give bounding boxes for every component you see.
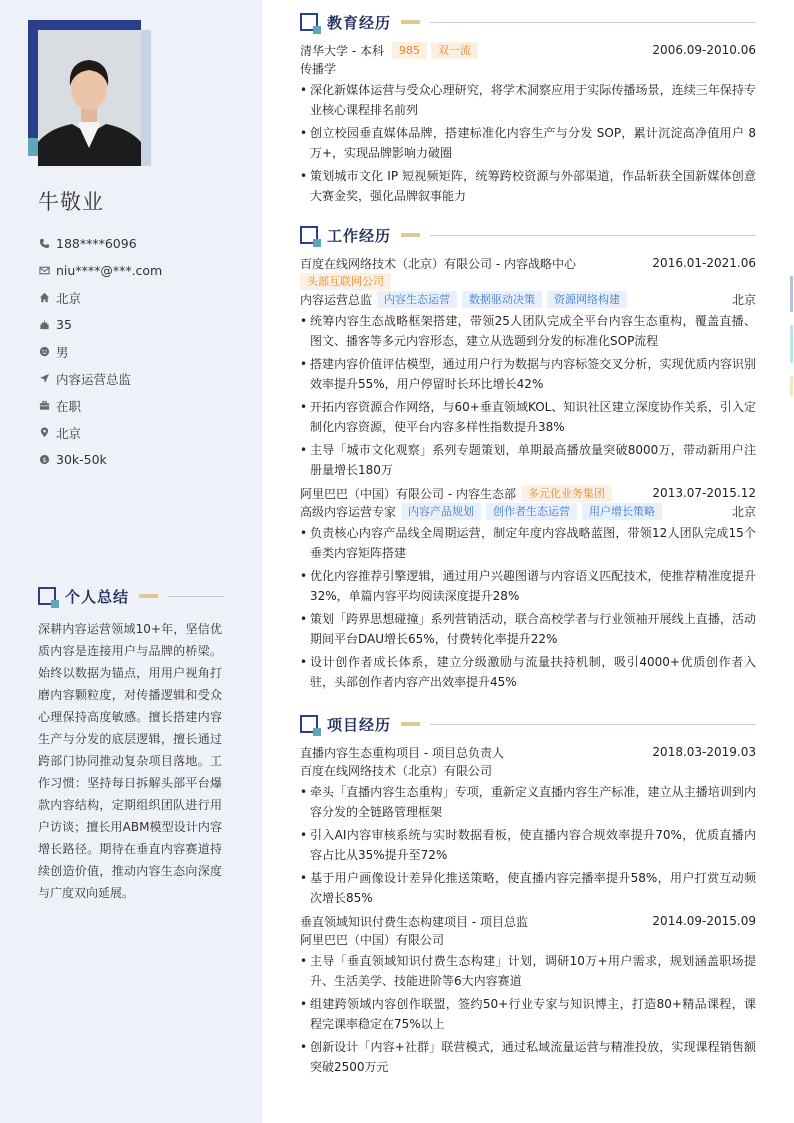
project-period: 2014.09-2015.09 [652,914,756,928]
work-title: 工作经历 [327,226,392,245]
job-city: 北京 [731,292,756,307]
projects-heading [300,714,756,734]
skill-tag: 用户增长策略 [582,503,662,520]
location-icon [38,427,50,439]
briefcase-icon [38,400,50,412]
contact-info-list [38,230,162,473]
salary-icon [38,454,50,466]
project-period: 2018.03-2019.03 [652,745,756,759]
skill-tag: 创作者生态运营 [486,503,577,520]
list-item: • 牵头「直播内容生态重构」专项，重新定义直播内容生产标准，建立从主播培训到内容分发的全链路管理框架 [300,782,756,822]
summary-section [38,586,224,904]
education-title: 教育经历 [327,13,392,32]
location-text: 北京 [56,425,82,441]
job-entry [300,254,756,480]
candidate-name: 牛敬业 [38,190,104,214]
list-item: • 统筹内容生态战略框架搭建，带领25人团队完成全平台内容生态重构，覆盖直播、图文、播客等多元内容形态，建立从选题到分发的标准化SOP流程 [300,311,756,351]
profile-photo [28,20,152,166]
section-dash [139,594,158,598]
home-icon [38,292,50,304]
work-section [300,225,756,692]
list-item: • 创立校园垂直媒体品牌，搭建标准化内容生产与分发 SOP，累计沉淀高净值用户 8 万+，实现品牌影响力破圈 [300,123,756,163]
project-company-row [300,930,756,948]
list-item: • 基于用户画像设计差异化推送策略，使直播内容完播率提升58%，用户打赏互动频次增长85% [300,868,756,908]
list-item: • 创新设计「内容+社群」联营模式，通过私域流量运营与精准投放，实现课程销售额突破2500万元 [300,1037,756,1077]
list-item: • 主导「城市文化观察」系列专题策划，单期最高播放量突破8000万，带动新用户注册量增长180万 [300,440,756,480]
school-tag: 双一流 [431,42,478,59]
job-entry [300,484,756,692]
list-item: • 组建跨领域内容创作联盟，签约50+行业专家与知识博主，打造80+精品课程，课程完课率稳定在75%以上 [300,994,756,1034]
sidebar [0,0,262,1123]
job-position: 内容运营总监 [300,292,373,307]
job-city: 北京 [731,504,756,519]
job-bullets [300,311,756,480]
education-header [300,41,756,59]
edge-mark [790,325,793,363]
home-text: 北京 [56,290,82,306]
project-company: 百度在线网络技术（北京）有限公司 [300,763,493,778]
email-icon [38,265,50,277]
project-name: 垂直领域知识付费生态构建项目 - 项目总监 [300,914,528,929]
list-item: • 主导「垂直领域知识付费生态构建」计划，调研10万+用户需求，规划涵盖职场提升、生活美学、技能进阶等6大内容赛道 [300,951,756,991]
section-divider [430,235,756,236]
job-period: 2013.07-2015.12 [652,486,756,500]
project-header [300,743,756,761]
info-phone [38,230,162,257]
project-company-row [300,761,756,779]
job-org-row [300,272,756,290]
project-entry [300,743,756,908]
section-divider [430,724,756,725]
job-position-row [300,290,756,308]
svg-text:$: $ [41,455,47,464]
job-position-row [300,502,756,520]
avatar [38,30,151,166]
list-item: • 引入AI内容审核系统与实时数据看板，使直播内容合规效率提升70%，优质直播内容占比从35%提升至72% [300,825,756,865]
project-bullets [300,951,756,1077]
section-square-icon [300,226,318,244]
info-salary [38,446,162,473]
section-divider [430,22,756,23]
list-item: • 负责核心内容产品线全周期运营，制定年度内容战略蓝图，带领12人团队完成15个垂类内容矩阵搭建 [300,523,756,563]
skill-tag: 内容产品规划 [401,503,481,520]
edge-mark [790,276,793,312]
info-home [38,284,162,311]
info-position [38,365,162,392]
job-header [300,254,756,272]
list-item: • 开拓内容资源合作网络，与60+垂直领域KOL、知识社区建立深度协作关系，引入定制化内容资源，使平台内容多样性指数提升38% [300,397,756,437]
list-item: • 策划「跨界思想碰撞」系列营销活动，联合高校学者与行业领袖开展线上直播，活动期间平台DAU增长65%，付费转化率提升22% [300,609,756,649]
project-company: 阿里巴巴（中国）有限公司 [300,932,445,947]
summary-title: 个人总结 [65,587,130,606]
info-age [38,311,162,338]
school-tag: 985 [392,42,427,59]
project-name: 直播内容生态重构项目 - 项目总负责人 [300,745,504,760]
section-dash [401,20,420,24]
phone-icon [38,238,50,250]
gender-icon [38,346,50,358]
send-icon [38,373,50,385]
project-bullets [300,782,756,908]
education-bullets [300,80,756,206]
section-divider [168,596,224,597]
job-company: 阿里巴巴（中国）有限公司 - 内容生态部 [300,486,516,501]
section-square-icon [300,13,318,31]
list-item: • 搭建内容价值评估模型，通过用户行为数据与内容标签交叉分析，实现优质内容识别效率提升55%，用户停留时长环比增长42% [300,354,756,394]
list-item: • 优化内容推荐引擎逻辑，通过用户兴趣图谱与内容语义匹配技术，使推荐精准度提升32%，单篇内容平均阅读深度提升28% [300,566,756,606]
status-text: 在职 [56,398,82,414]
list-item: • 策划城市文化 IP 短视频矩阵，统筹跨校资源与外部渠道，作品斩获全国新媒体创意大赛金奖，强化品牌叙事能力 [300,166,756,206]
education-section [300,12,756,206]
job-position: 高级内容运营专家 [300,504,397,519]
project-header [300,912,756,930]
info-location [38,419,162,446]
projects-section [300,714,756,1077]
section-square-icon [38,587,56,605]
skill-tag: 资源网络构建 [547,291,627,308]
summary-heading [38,586,224,606]
salary-text: 30k-50k [56,452,107,467]
email-text: niu****@***.com [56,263,163,278]
org-tag: 头部互联网公司 [300,273,391,290]
edge-mark [790,376,793,396]
job-header [300,484,756,502]
skill-tag: 内容生态运营 [377,291,457,308]
edge-marks [790,276,794,409]
org-tag: 多元化业务集团 [521,485,612,502]
age-text: 35 [56,317,72,332]
section-square-icon [300,715,318,733]
project-entry [300,912,756,1077]
phone-text: 188****6096 [56,236,137,251]
list-item: • 深化新媒体运营与受众心理研究，将学术洞察应用于实际传播场景，连续三年保持专业核心课程排名前列 [300,80,756,120]
info-gender [38,338,162,365]
job-period: 2016.01-2021.06 [652,256,756,270]
summary-text: 深耕内容运营领域10+年，坚信优质内容是连接用户与品牌的桥梁。始终以数据为锚点，用用户视角打磨内容颗粒度，对传播逻辑和受众心理保持高度敏感。擅长搭建内容生产与分发的底层逻辑，擅长通过跨部门协同推动复杂项目落地。工作习惯：坚持每日拆解头部平台爆款内容结构，定期组织团队进行用户访谈；擅长用ABM模型设计内容增长路径。期待在垂直内容赛道持续创造价值，推动内容生态向深度与广度双向延展。 [38,622,222,900]
gender-text: 男 [56,344,69,360]
job-company: 百度在线网络技术（北京）有限公司 - 内容战略中心 [300,256,576,271]
section-dash [401,722,420,726]
section-dash [401,233,420,237]
age-icon [38,319,50,331]
work-heading [300,225,756,245]
info-email [38,257,162,284]
projects-title: 项目经历 [327,715,392,734]
person-photo-icon [38,30,141,166]
education-heading [300,12,756,32]
job-bullets [300,523,756,692]
education-major-row [300,59,756,77]
education-period: 2006.09-2010.06 [652,43,756,57]
position-text: 内容运营总监 [56,371,132,387]
info-status [38,392,162,419]
skill-tag: 数据驱动决策 [462,291,542,308]
list-item: • 设计创作者成长体系，建立分级激励与流量扶持机制，吸引4000+优质创作者入驻，头部创作者内容产出效率提升45% [300,652,756,692]
education-major: 传播学 [300,61,337,76]
school-name: 清华大学 - 本科 [300,43,384,58]
